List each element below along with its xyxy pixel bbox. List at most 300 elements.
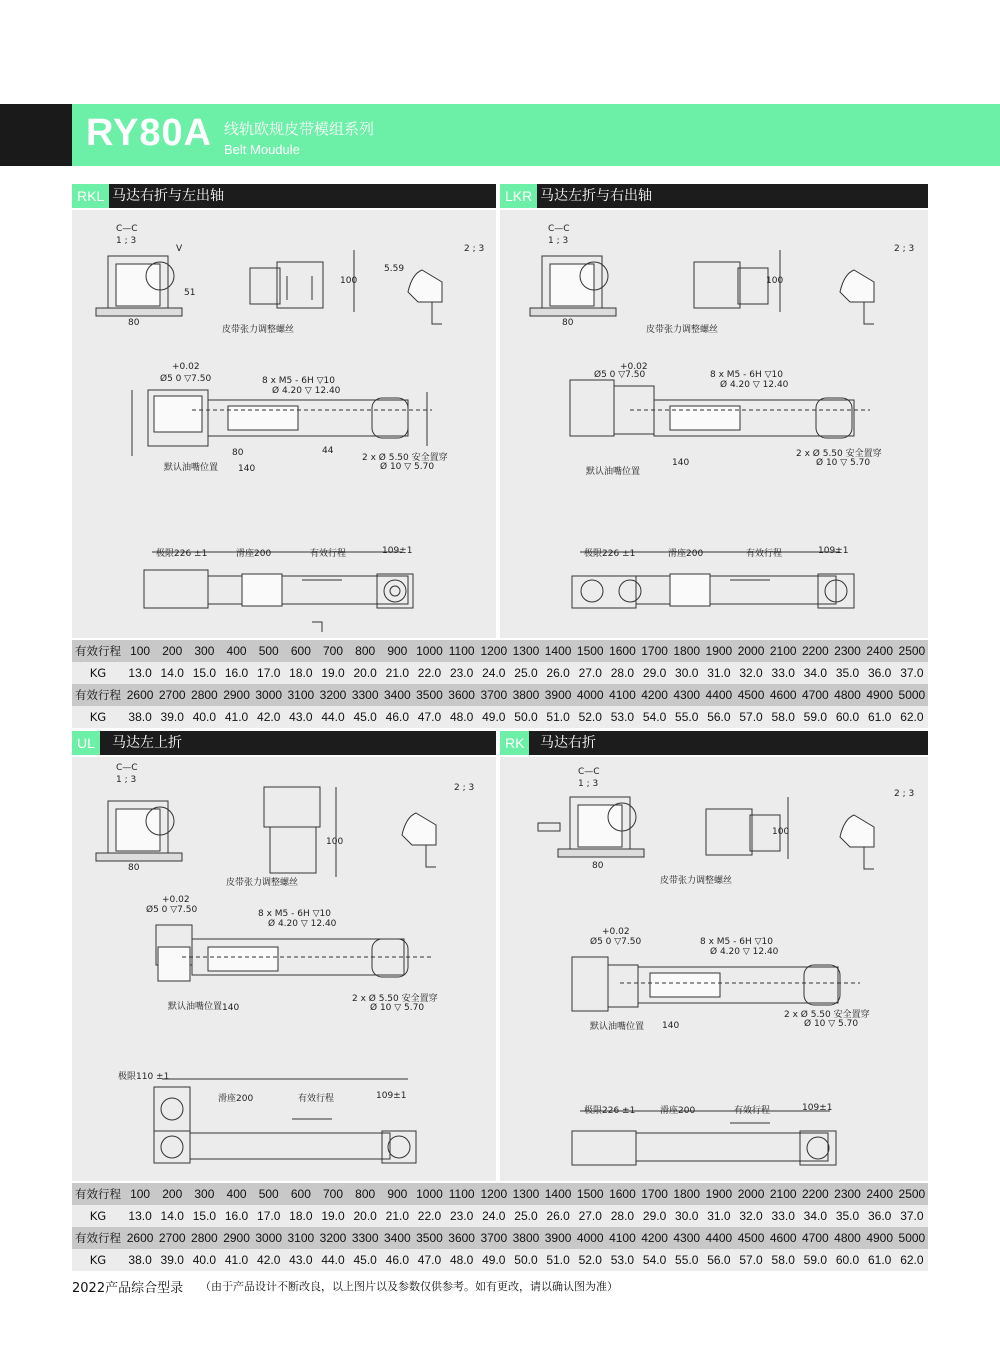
table-cell: 47.0: [417, 1253, 442, 1267]
table-cell: 38.0: [128, 710, 152, 724]
table-cell: 1300: [512, 1187, 540, 1201]
table-cell: 34.0: [803, 1209, 828, 1223]
table-row-kg: [72, 706, 928, 728]
table-cell: 2600: [126, 1231, 154, 1245]
table-cell: 19.0: [321, 1209, 345, 1223]
table-cell: 3800: [512, 688, 540, 702]
pin-spec: Ø 4.20 ▽ 12.40: [720, 380, 789, 390]
disclaimer-note: （由于产品设计不断改良，以上图片以及参数仅供参考。如有更改，请以确认图为准）: [200, 1280, 618, 1293]
table-cell: 3300: [351, 1231, 379, 1245]
dimension-80: 80: [232, 448, 244, 458]
drawing-panel-ul: [72, 757, 496, 1181]
hole-tolerance: +0.02: [602, 927, 630, 937]
table-cell: 54.0: [642, 710, 667, 724]
width-dimension: 80: [128, 318, 140, 328]
table-cell: 37.0: [900, 666, 924, 680]
table-row-stroke: [72, 1183, 928, 1205]
technical-drawing: [72, 757, 496, 1181]
table-cell: 49.0: [482, 1253, 506, 1267]
table-cell: 60.0: [835, 710, 860, 724]
section-title: 马达右折与左出轴: [112, 188, 224, 204]
drawing-panel-rk: [500, 757, 928, 1181]
table-row-stroke: [72, 684, 928, 706]
table-cell: 21.0: [385, 666, 409, 680]
end-length: 109±1: [376, 1091, 407, 1101]
table-cell: 61.0: [867, 1253, 892, 1267]
table-cell: 2700: [158, 1231, 186, 1245]
counterbore-spec: 2 x Ø 5.50 安全置穿: [362, 453, 448, 463]
section-title: 马达左上折: [112, 735, 182, 751]
table-cell: 3900: [544, 688, 572, 702]
table-cell: 2300: [834, 644, 861, 658]
section-view-label: C—C: [116, 763, 138, 773]
table-cell: 36.0: [867, 666, 892, 680]
width-dimension: 80: [128, 863, 140, 873]
table-cell: 54.0: [642, 1253, 667, 1267]
table-cell: 52.0: [578, 1253, 602, 1267]
table-cell: 29.0: [642, 666, 667, 680]
scale-label: 1 ; 3: [116, 236, 137, 246]
spec-table-2: [72, 1183, 928, 1271]
oil-nipple-note: 默认油嘴位置: [164, 463, 219, 473]
table-cell: 16.0: [224, 1209, 249, 1223]
table-cell: 38.0: [128, 1253, 152, 1267]
table-cell: 4100: [609, 1231, 636, 1245]
section-bar-rk: [500, 731, 928, 755]
table-cell: 900: [387, 1187, 408, 1201]
table-cell: 48.0: [449, 710, 474, 724]
table-cell: 47.0: [417, 710, 442, 724]
scale-label: 1 ; 3: [548, 236, 569, 246]
table-cell: 4300: [673, 1231, 701, 1245]
technical-drawing: [500, 210, 928, 638]
table-cell: 15.0: [192, 1209, 217, 1223]
table-cell: 51.0: [546, 1253, 570, 1267]
table-cell: 2000: [737, 644, 765, 658]
table-cell: 3700: [480, 688, 508, 702]
table-cell: 2000: [737, 1187, 765, 1201]
table-cell: 39.0: [160, 1253, 184, 1267]
table-cell: 1400: [544, 1187, 572, 1201]
row-label: KG: [89, 1253, 107, 1267]
table-cell: 13.0: [128, 1209, 152, 1223]
table-cell: 52.0: [578, 710, 602, 724]
table-cell: 41.0: [224, 1253, 249, 1267]
section-code: LKR: [500, 184, 537, 208]
belt-adjust-note: 皮带张力调整螺丝: [660, 876, 733, 886]
detail-scale-label: 2 ; 3: [894, 789, 915, 799]
table-cell: 29.0: [642, 1209, 667, 1223]
stroke-length: 有效行程: [734, 1106, 771, 1116]
technical-drawing: [72, 210, 496, 638]
table-cell: 35.0: [835, 666, 860, 680]
end-length: 109±1: [382, 546, 413, 556]
table-cell: 25.0: [514, 666, 538, 680]
table-row-kg: [72, 1249, 928, 1271]
table-cell: 51.0: [546, 710, 570, 724]
table-cell: 2800: [191, 688, 218, 702]
table-cell: 57.0: [739, 710, 763, 724]
hole-tolerance: +0.02: [172, 362, 200, 372]
table-cell: 3500: [416, 1231, 443, 1245]
hole-spec: Ø5 0 ▽7.50: [590, 937, 642, 947]
end-length: 109±1: [802, 1103, 833, 1113]
end-length: 109±1: [818, 546, 849, 556]
dimension-140: 140: [662, 1021, 680, 1031]
table-cell: 27.0: [578, 666, 602, 680]
table-cell: 20.0: [353, 1209, 377, 1223]
slider-length: 滑座200: [218, 1094, 254, 1104]
section-bar-rkl: [72, 184, 496, 208]
stroke-length: 有效行程: [310, 549, 347, 559]
oil-nipple-note: 默认油嘴位置: [586, 467, 641, 477]
slider-length: 滑座200: [668, 549, 704, 559]
table-cell: 48.0: [449, 1253, 474, 1267]
table-cell: 1800: [673, 644, 701, 658]
motor-height-dimension: 100: [772, 827, 790, 837]
oil-nipple-note: 默认油嘴位置: [590, 1022, 645, 1032]
table-cell: 1900: [705, 1187, 733, 1201]
table-cell: 4200: [641, 688, 668, 702]
table-cell: 3800: [512, 1231, 540, 1245]
table-cell: 4000: [576, 1231, 604, 1245]
table-cell: 4500: [737, 1231, 765, 1245]
table-cell: 53.0: [610, 710, 635, 724]
row-label: 有效行程: [75, 644, 121, 658]
table-cell: 4600: [769, 688, 797, 702]
table-cell: 3000: [255, 1231, 283, 1245]
limit-length: 极限226 ±1: [584, 1106, 636, 1116]
table-cell: 300: [194, 644, 215, 658]
table-cell: 24.0: [482, 666, 506, 680]
dimension-140: 140: [222, 1003, 240, 1013]
spec-table-1: [72, 640, 928, 728]
table-cell: 44.0: [321, 1253, 345, 1267]
table-cell: 4800: [834, 1231, 861, 1245]
counterbore-spec: 2 x Ø 5.50 安全置穿: [796, 449, 882, 459]
table-cell: 500: [258, 644, 279, 658]
height-dimension: 51: [184, 288, 196, 298]
hole-spec: Ø5 0 ▽7.50: [594, 370, 646, 380]
table-cell: 3500: [416, 688, 443, 702]
stroke-length: 有效行程: [298, 1094, 335, 1104]
table-cell: 46.0: [385, 710, 409, 724]
table-cell: 5000: [898, 688, 926, 702]
counterbore-depth: Ø 10 ▽ 5.70: [380, 462, 435, 472]
table-cell: 300: [194, 1187, 215, 1201]
slider-length: 滑座200: [660, 1106, 696, 1116]
section-bar-ul: [72, 731, 496, 755]
table-cell: 3200: [319, 688, 347, 702]
table-cell: 2100: [769, 1187, 797, 1201]
table-cell: 1400: [544, 644, 572, 658]
table-cell: 22.0: [417, 666, 442, 680]
catalog-title: 2022产品综合型录: [72, 1281, 184, 1296]
table-cell: 4400: [705, 1231, 733, 1245]
counterbore-spec: 2 x Ø 5.50 安全置穿: [352, 994, 438, 1004]
table-cell: 200: [162, 1187, 183, 1201]
table-cell: 500: [258, 1187, 279, 1201]
section-title: 马达左折与右出轴: [540, 188, 652, 204]
table-cell: 200: [162, 644, 183, 658]
detail-scale-label: 2 ; 3: [454, 783, 475, 793]
series-title-cn: 线轨欧规皮带模组系列: [224, 120, 375, 138]
dimension-140: 140: [672, 458, 690, 468]
table-cell: 2500: [898, 644, 926, 658]
section-code: RK: [500, 731, 529, 755]
table-cell: 31.0: [707, 666, 731, 680]
table-cell: 35.0: [835, 1209, 860, 1223]
limit-length: 极限226 ±1: [584, 549, 636, 559]
table-cell: 2900: [223, 688, 250, 702]
table-cell: 3300: [351, 688, 379, 702]
section-view-label: C—C: [548, 224, 570, 234]
table-cell: 43.0: [289, 1253, 313, 1267]
table-cell: 55.0: [675, 1253, 699, 1267]
table-cell: 30.0: [675, 1209, 699, 1223]
belt-adjust-note: 皮带张力调整螺丝: [222, 325, 295, 335]
table-cell: 1000: [416, 644, 443, 658]
table-cell: 900: [387, 644, 408, 658]
table-cell: 2100: [769, 644, 797, 658]
dimension-44: 44: [322, 446, 334, 456]
table-cell: 17.0: [257, 1209, 281, 1223]
table-cell: 27.0: [578, 1209, 602, 1223]
table-cell: 3100: [287, 1231, 315, 1245]
table-cell: 18.0: [289, 1209, 313, 1223]
width-dimension: 80: [562, 318, 574, 328]
limit-length: 极限110 ±1: [118, 1072, 170, 1082]
row-label: KG: [89, 666, 107, 680]
table-cell: 32.0: [739, 666, 763, 680]
table-cell: 17.0: [257, 666, 281, 680]
table-cell: 39.0: [160, 710, 184, 724]
table-cell: 37.0: [900, 1209, 924, 1223]
drawing-panel-lkr: [500, 210, 928, 638]
table-cell: 1200: [480, 644, 508, 658]
table-cell: 700: [323, 644, 344, 658]
table-cell: 1000: [416, 1187, 443, 1201]
table-cell: 800: [355, 644, 376, 658]
header-black-block: [0, 104, 72, 166]
table-cell: 4100: [609, 688, 636, 702]
series-title-en: Belt Moudule: [224, 142, 300, 157]
table-cell: 4600: [769, 1231, 797, 1245]
table-cell: 5000: [898, 1231, 926, 1245]
technical-drawing: [500, 757, 928, 1181]
table-cell: 4800: [834, 688, 861, 702]
table-row-kg: [72, 1205, 928, 1227]
counterbore-spec: 2 x Ø 5.50 安全置穿: [784, 1010, 870, 1020]
table-cell: 41.0: [224, 710, 249, 724]
motor-height-dimension: 100: [340, 276, 358, 286]
table-cell: 2200: [802, 1187, 829, 1201]
section-view-label: C—C: [578, 767, 600, 777]
thread-spec: 8 x M5 - 6H ▽10: [258, 909, 331, 919]
table-cell: 1300: [512, 644, 540, 658]
pin-spec: Ø 4.20 ▽ 12.40: [268, 919, 337, 929]
table-cell: 59.0: [803, 1253, 828, 1267]
table-cell: 600: [290, 1187, 311, 1201]
table-cell: 40.0: [192, 710, 217, 724]
table-cell: 15.0: [192, 666, 217, 680]
table-cell: 1600: [609, 644, 636, 658]
table-cell: 33.0: [771, 666, 795, 680]
table-cell: 34.0: [803, 666, 828, 680]
scale-label: 1 ; 3: [578, 779, 599, 789]
table-cell: 1600: [609, 1187, 636, 1201]
table-cell: 100: [130, 644, 151, 658]
table-cell: 1500: [576, 644, 604, 658]
table-cell: 58.0: [771, 1253, 795, 1267]
table-cell: 36.0: [867, 1209, 892, 1223]
table-cell: 61.0: [867, 710, 892, 724]
table-cell: 13.0: [128, 666, 152, 680]
table-cell: 1500: [576, 1187, 604, 1201]
counterbore-depth: Ø 10 ▽ 5.70: [804, 1019, 859, 1029]
table-cell: 2900: [223, 1231, 250, 1245]
table-cell: 30.0: [675, 666, 699, 680]
table-cell: 59.0: [803, 710, 828, 724]
table-cell: 4300: [673, 688, 701, 702]
table-cell: 3100: [287, 688, 315, 702]
table-cell: 62.0: [900, 710, 924, 724]
section-code: RKL: [72, 184, 109, 208]
slider-length: 滑座200: [236, 549, 272, 559]
table-cell: 21.0: [385, 1209, 409, 1223]
hole-tolerance: +0.02: [162, 895, 190, 905]
table-cell: 23.0: [449, 666, 474, 680]
table-cell: 25.0: [514, 1209, 538, 1223]
pin-spec: Ø 4.20 ▽ 12.40: [272, 386, 341, 396]
table-cell: 2700: [158, 688, 186, 702]
table-cell: 16.0: [224, 666, 249, 680]
table-cell: 2500: [898, 1187, 926, 1201]
detail-label: V: [176, 244, 183, 254]
stroke-length: 有效行程: [746, 549, 783, 559]
limit-length: 极限226 ±1: [156, 549, 208, 559]
table-cell: 2800: [191, 1231, 218, 1245]
thread-spec: 8 x M5 - 6H ▽10: [710, 370, 783, 380]
thread-spec: 8 x M5 - 6H ▽10: [700, 937, 773, 947]
table-cell: 44.0: [321, 710, 345, 724]
table-cell: 1900: [705, 644, 733, 658]
table-cell: 43.0: [289, 710, 313, 724]
table-cell: 60.0: [835, 1253, 860, 1267]
table-cell: 4900: [866, 688, 894, 702]
oil-nipple-note: 默认油嘴位置: [168, 1002, 223, 1012]
drawing-panel-rkl: [72, 210, 496, 638]
table-cell: 3700: [480, 1231, 508, 1245]
table-cell: 45.0: [353, 1253, 377, 1267]
table-cell: 3600: [448, 1231, 475, 1245]
table-row-kg: [72, 662, 928, 684]
table-cell: 23.0: [449, 1209, 474, 1223]
table-cell: 2400: [866, 644, 894, 658]
row-label: 有效行程: [75, 688, 121, 702]
row-label: KG: [89, 710, 107, 724]
table-cell: 14.0: [160, 666, 184, 680]
table-cell: 1100: [448, 644, 475, 658]
table-cell: 24.0: [482, 1209, 506, 1223]
table-cell: 4200: [641, 1231, 668, 1245]
table-cell: 3400: [383, 1231, 411, 1245]
width-dimension: 80: [592, 861, 604, 871]
table-cell: 1800: [673, 1187, 701, 1201]
table-cell: 49.0: [482, 710, 506, 724]
table-cell: 700: [323, 1187, 344, 1201]
motor-height-dimension: 100: [766, 276, 784, 286]
row-label: 有效行程: [75, 1231, 121, 1245]
table-cell: 1700: [641, 1187, 668, 1201]
pin-spec: Ø 4.20 ▽ 12.40: [710, 947, 779, 957]
table-cell: 1100: [448, 1187, 475, 1201]
table-cell: 57.0: [739, 1253, 763, 1267]
table-cell: 4700: [802, 1231, 829, 1245]
table-cell: 3900: [544, 1231, 572, 1245]
section-bar-lkr: [500, 184, 928, 208]
counterbore-depth: Ø 10 ▽ 5.70: [816, 458, 871, 468]
detail-dimension: 5.59: [384, 264, 405, 274]
row-label: 有效行程: [75, 1187, 121, 1201]
table-cell: 2200: [802, 644, 829, 658]
table-cell: 4000: [576, 688, 604, 702]
table-cell: 4500: [737, 688, 765, 702]
table-cell: 33.0: [771, 1209, 795, 1223]
table-cell: 400: [226, 1187, 247, 1201]
table-cell: 28.0: [610, 666, 635, 680]
table-cell: 20.0: [353, 666, 377, 680]
table-cell: 46.0: [385, 1253, 409, 1267]
table-cell: 4700: [802, 688, 829, 702]
table-cell: 18.0: [289, 666, 313, 680]
motor-height-dimension: 100: [326, 837, 344, 847]
table-cell: 45.0: [353, 710, 377, 724]
table-cell: 28.0: [610, 1209, 635, 1223]
table-cell: 19.0: [321, 666, 345, 680]
table-cell: 26.0: [546, 666, 570, 680]
table-cell: 56.0: [707, 710, 731, 724]
table-cell: 3600: [448, 688, 475, 702]
table-cell: 42.0: [257, 1253, 281, 1267]
table-cell: 56.0: [707, 1253, 731, 1267]
table-cell: 600: [290, 644, 311, 658]
hole-spec: Ø5 0 ▽7.50: [160, 374, 212, 384]
table-cell: 31.0: [707, 1209, 731, 1223]
section-code: UL: [72, 731, 100, 755]
table-cell: 50.0: [514, 1253, 538, 1267]
detail-scale-label: 2 ; 3: [464, 244, 485, 254]
table-cell: 32.0: [739, 1209, 763, 1223]
table-cell: 1700: [641, 644, 668, 658]
table-cell: 62.0: [900, 1253, 924, 1267]
table-cell: 100: [130, 1187, 151, 1201]
table-cell: 800: [355, 1187, 376, 1201]
section-view-label: C—C: [116, 224, 138, 234]
table-row-stroke: [72, 1227, 928, 1249]
table-cell: 14.0: [160, 1209, 184, 1223]
dimension-140: 140: [238, 464, 256, 474]
table-cell: 2400: [866, 1187, 894, 1201]
hole-spec: Ø5 0 ▽7.50: [146, 905, 198, 915]
table-cell: 3400: [383, 688, 411, 702]
table-cell: 2600: [126, 688, 154, 702]
section-title: 马达右折: [540, 735, 596, 751]
table-cell: 3200: [319, 1231, 347, 1245]
model-title: RY80A: [86, 112, 213, 154]
table-cell: 2300: [834, 1187, 861, 1201]
belt-adjust-note: 皮带张力调整螺丝: [646, 325, 719, 335]
